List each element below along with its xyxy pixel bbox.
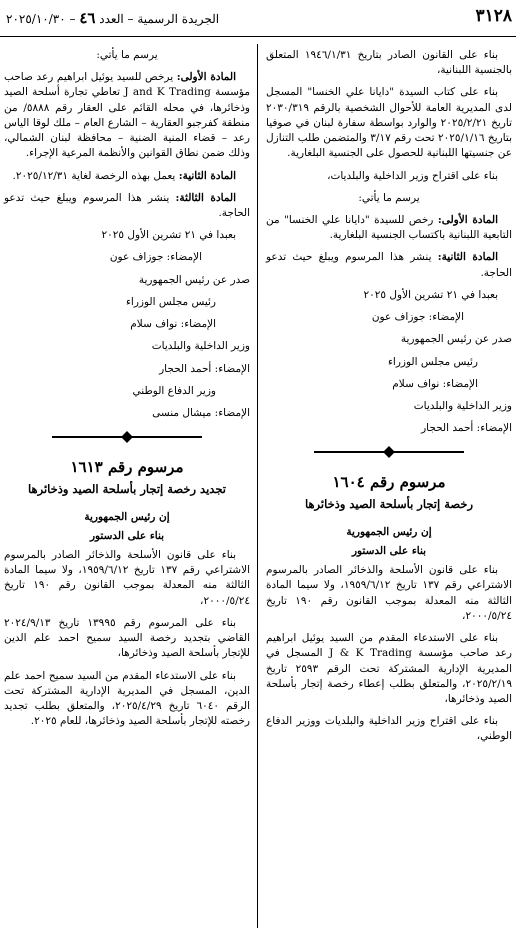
article-title: المادة الثانية: (178, 169, 236, 182)
signatory-title: وزير الداخلية والبلديات (413, 399, 512, 412)
signatory-title: وزير الدفاع الوطني (132, 384, 216, 397)
decree-date: بعبدا في ٢١ تشرين الأول ٢٠٢٥ (363, 288, 498, 301)
section-divider (314, 446, 464, 458)
recital: بناء على القانون الصادر بتاريخ ١٩٤٦/١/٣١ المتعلق بالجنسية اللبنانية، (266, 49, 512, 77)
recital: بناء على قانون الأسلحة والذخائر الصادر بالمرسوم الاشتراعي رقم ١٣٧ تاريخ ١٩٥٩/٦/١٢، ولا سيما المادة الثالثة منه المعدلة بموجب القانون رقم ١٩٠ تاريخ ٢٠٠٠/٥/٢٤، (4, 549, 250, 607)
signature: الإمضاء: نواف سلام (130, 318, 216, 331)
president-heading: إن رئيس الجمهورية (84, 510, 170, 523)
page-number: ٣١٢٨ (475, 6, 512, 26)
article-text: رخص للسيدة "دايانا علي الخنسا" من التابعية اللبنانية باكتساب الجنسية البلغارية. (266, 213, 512, 242)
issue-text: الجريدة الرسمية – العدد (99, 12, 220, 26)
recital: بناء على قانون الأسلحة والذخائر الصادر بالمرسوم الاشتراعي رقم ١٣٧ تاريخ ١٩٥٩/٦/١٢، ولا سيما المادة الثالثة منه المعدلة بموجب القانون رقم ١٩٠ تاريخ ٢٠٠٠/٥/٢٤، (266, 564, 512, 622)
decree-intro: يرسم ما يأتي: (96, 49, 158, 61)
section-divider (52, 431, 202, 443)
decree-title: مرسوم رقم ١٦١٣ (70, 458, 184, 477)
decree-intro: يرسم ما يأتي: (358, 191, 420, 204)
issued-by: صدر عن رئيس الجمهورية (138, 273, 250, 286)
right-column (266, 48, 512, 752)
recital: بناء على المرسوم رقم ١٣٩٩٥ تاريخ ٢٠٢٤/٩/١٣ القاضي بتجديد رخصة السيد سميح احمد علم الدين للإتجار بأسلحة الصيد وذخائرها، (4, 616, 250, 660)
recital: بناء على اقتراح وزير الداخلية والبلديات ووزير الدفاع الوطني، (266, 715, 512, 743)
signatory-title: وزير الداخلية والبلديات (151, 340, 250, 353)
signature: الإمضاء: جوزاف عون (109, 251, 202, 264)
recital: بناء على الاستدعاء المقدم من السيد سميح احمد علم الدين، المسجل في المديرية الإدارية المشتركة تحت الرقم ٦٠٤٠ تاريخ ٢٠٢٥/٤/٢٩، والمتعلق بطلب تجديد رخصته للإتجار بأسلحة الصيد وذخائرها، للعام ٢٠٢٥. (4, 669, 250, 728)
article-1 (266, 213, 512, 243)
decree-subtitle: رخصة إتجار بأسلحة الصيد وذخائرها (304, 497, 473, 512)
article-text: ينشر هذا المرسوم ويبلغ حيث تدعو الحاجة. (266, 251, 512, 279)
article-text: يعمل بهذه الرخصة لغاية ٢٠٢٥/١٢/٣١. (12, 169, 176, 182)
signature: الإمضاء: نواف سلام (392, 377, 478, 390)
signature: الإمضاء: أحمد الحجار (159, 362, 250, 375)
signature: الإمضاء: أحمد الحجار (421, 422, 512, 435)
article-title: المادة الثانية: (437, 251, 498, 264)
article-text: ينشر هذا المرسوم ويبلغ حيث تدعو الحاجة. (4, 191, 250, 219)
decree-subtitle: تجديد رخصة إتجار بأسلحة الصيد وذخائرها (28, 481, 226, 496)
president-heading: إن رئيس الجمهورية (346, 525, 432, 538)
page-header (0, 0, 516, 37)
issue-date: – ٢٠٢٥/١٠/٣٠ (6, 12, 76, 26)
article-text: يرخص للسيد يوئيل ابراهيم رعد صاحب مؤسسة J and K Trading تعاطي تجارة أسلحة الصيد وذخائرها، في محله القائم على العقار رقم ٥٨٨٨/ من منطقة كفرجبو العقارية – الشارع العام – ملك لوقا الياس رعد – قضاء المنية الضنية – محافظة لبنان الشمالي، وذلك ضمن نطاق القوانين والأنظمة المرعية الإجراء. (4, 71, 250, 160)
issue-line (6, 8, 219, 30)
issued-by: صدر عن رئيس الجمهورية (400, 333, 512, 346)
article-2 (4, 169, 250, 184)
issue-number: ٤٦ (79, 9, 96, 27)
article-3 (4, 191, 250, 221)
article-title: المادة الأولى: (176, 71, 236, 84)
signatory-title: رئيس مجلس الوزراء (125, 295, 216, 308)
recital: بناء على كتاب السيدة "دايانا علي الخنسا" المسجل لدى المديرية العامة للأحوال الشخصية بالرقم ٢٠٣٠/٣١٩ تاريخ ٢٠٢٥/٢/٢١ والوارد بواسطة سفارة لبنان في صوفيا بتاريخ ٢٠٢٥/١/١٦ تحت رقم ٣/١٧ والمتضمن طلب التنازل عن جنسيتها اللبنانية للحصول على الجنسية البلغارية. (266, 86, 513, 160)
recital: بناء على الاستدعاء المقدم من السيد يوئيل ابراهيم رعد صاحب مؤسسة J & K Trading المسجل في المديرية الإدارية المشتركة تحت الرقم ٢٥٩٣ تاريخ ٢٠٢٥/٢/١٩، والمتعلق بطلب إعطاء رخصة إتجار بأسلحة الصيد وذخائرها، (266, 632, 512, 705)
article-1 (4, 70, 250, 161)
article-title: المادة الثالثة: (175, 191, 236, 204)
recital: بناء على اقتراح وزير الداخلية والبلديات، (327, 169, 498, 182)
constitution-heading: بناء على الدستور (89, 529, 165, 542)
signature: الإمضاء: جوزاف عون (371, 311, 464, 324)
decree-date: بعبدا في ٢١ تشرين الأول ٢٠٢٥ (101, 229, 236, 242)
decree-title: مرسوم رقم ١٦٠٤ (332, 473, 446, 492)
article-2 (266, 250, 512, 280)
article-title: المادة الأولى: (437, 213, 498, 226)
signatory-title: رئيس مجلس الوزراء (387, 355, 478, 368)
left-column (4, 48, 250, 736)
signature: الإمضاء: ميشال منسى (152, 406, 250, 419)
constitution-heading: بناء على الدستور (351, 545, 427, 558)
